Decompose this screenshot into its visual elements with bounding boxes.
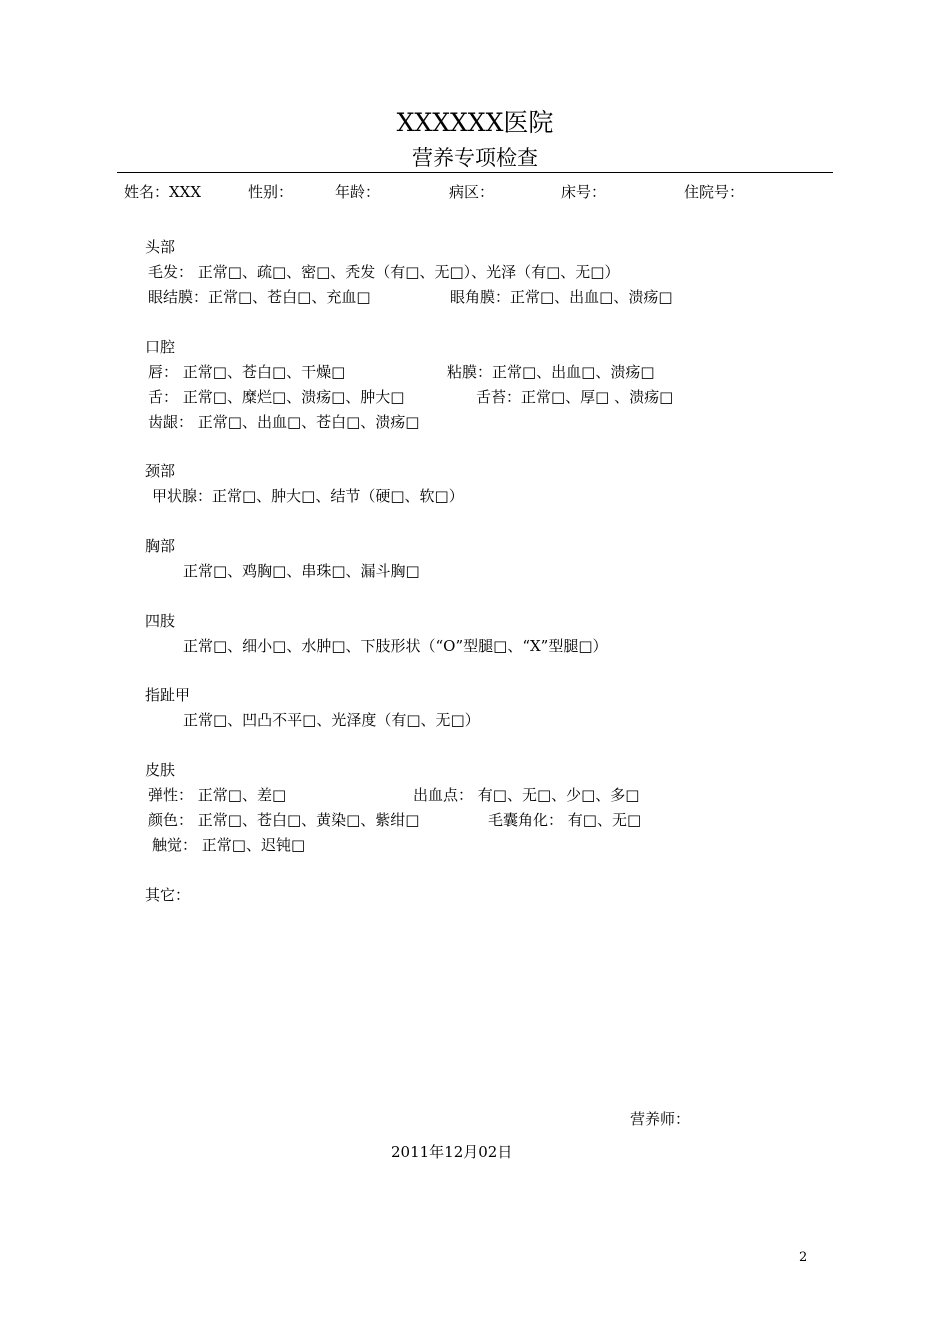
hair-line: 毛发： 正常□、疏□、密□、秃发（有□、无□）、光泽（有□、无□） — [148, 263, 620, 281]
header-divider — [117, 172, 833, 173]
conjunctiva-line: 眼结膜：正常□、苍白□、充血□ — [148, 288, 371, 306]
patient-ward-field: 病区： — [449, 183, 495, 201]
skin-color-line: 颜色： 正常□、苍白□、黄染□、紫绀□ — [148, 811, 420, 829]
exam-date: 2011年12月02日 — [391, 1143, 513, 1161]
skin-elasticity-line: 弹性： 正常□、差□ — [148, 786, 287, 804]
thyroid-line: 甲状腺：正常□、肿大□、结节（硬□、软□） — [152, 487, 464, 505]
mucosa-line: 粘膜：正常□、出血□、溃疡□ — [447, 363, 655, 381]
patient-age-field: 年龄： — [335, 183, 381, 201]
section-mouth-heading: 口腔 — [145, 338, 176, 356]
section-skin-heading: 皮肤 — [145, 761, 176, 779]
section-nails-heading: 指趾甲 — [145, 686, 191, 704]
patient-admission-field: 住院号： — [684, 183, 745, 201]
cornea-line: 眼角膜：正常□、出血□、溃疡□ — [450, 288, 673, 306]
patient-gender-field: 性别： — [248, 183, 294, 201]
section-head-heading: 头部 — [145, 238, 176, 256]
skin-sensation-line: 触觉： 正常□、迟钝□ — [152, 836, 306, 854]
form-title: 营养专项检查 — [412, 146, 538, 170]
patient-name-field: 姓名：XXX — [124, 183, 202, 201]
hospital-title: XXXXXX医院 — [396, 108, 554, 137]
section-neck-heading: 颈部 — [145, 462, 176, 480]
page-number: 2 — [799, 1250, 808, 1265]
skin-keratosis-line: 毛囊角化： 有□、无□ — [488, 811, 642, 829]
section-chest-heading: 胸部 — [145, 537, 176, 555]
chest-line: 正常□、鸡胸□、串珠□、漏斗胸□ — [183, 562, 420, 580]
tongue-line: 舌： 正常□、糜烂□、溃疡□、肿大□ — [148, 388, 405, 406]
skin-petechiae-line: 出血点： 有□、无□、少□、多□ — [413, 786, 640, 804]
dietitian-signature-field: 营养师： — [630, 1110, 691, 1128]
patient-bed-field: 床号： — [561, 183, 607, 201]
nails-line: 正常□、凹凸不平□、光泽度（有□、无□） — [183, 711, 480, 729]
tongue-coating-line: 舌苔：正常□、厚□ 、溃疡□ — [476, 388, 674, 406]
limbs-line: 正常□、细小□、水肿□、下肢形状（“O”型腿□、“X”型腿□） — [183, 637, 608, 655]
lips-line: 唇： 正常□、苍白□、干燥□ — [148, 363, 346, 381]
section-other-heading: 其它： — [145, 886, 191, 904]
gums-line: 齿龈： 正常□、出血□、苍白□、溃疡□ — [148, 413, 420, 431]
section-limbs-heading: 四肢 — [145, 612, 176, 630]
